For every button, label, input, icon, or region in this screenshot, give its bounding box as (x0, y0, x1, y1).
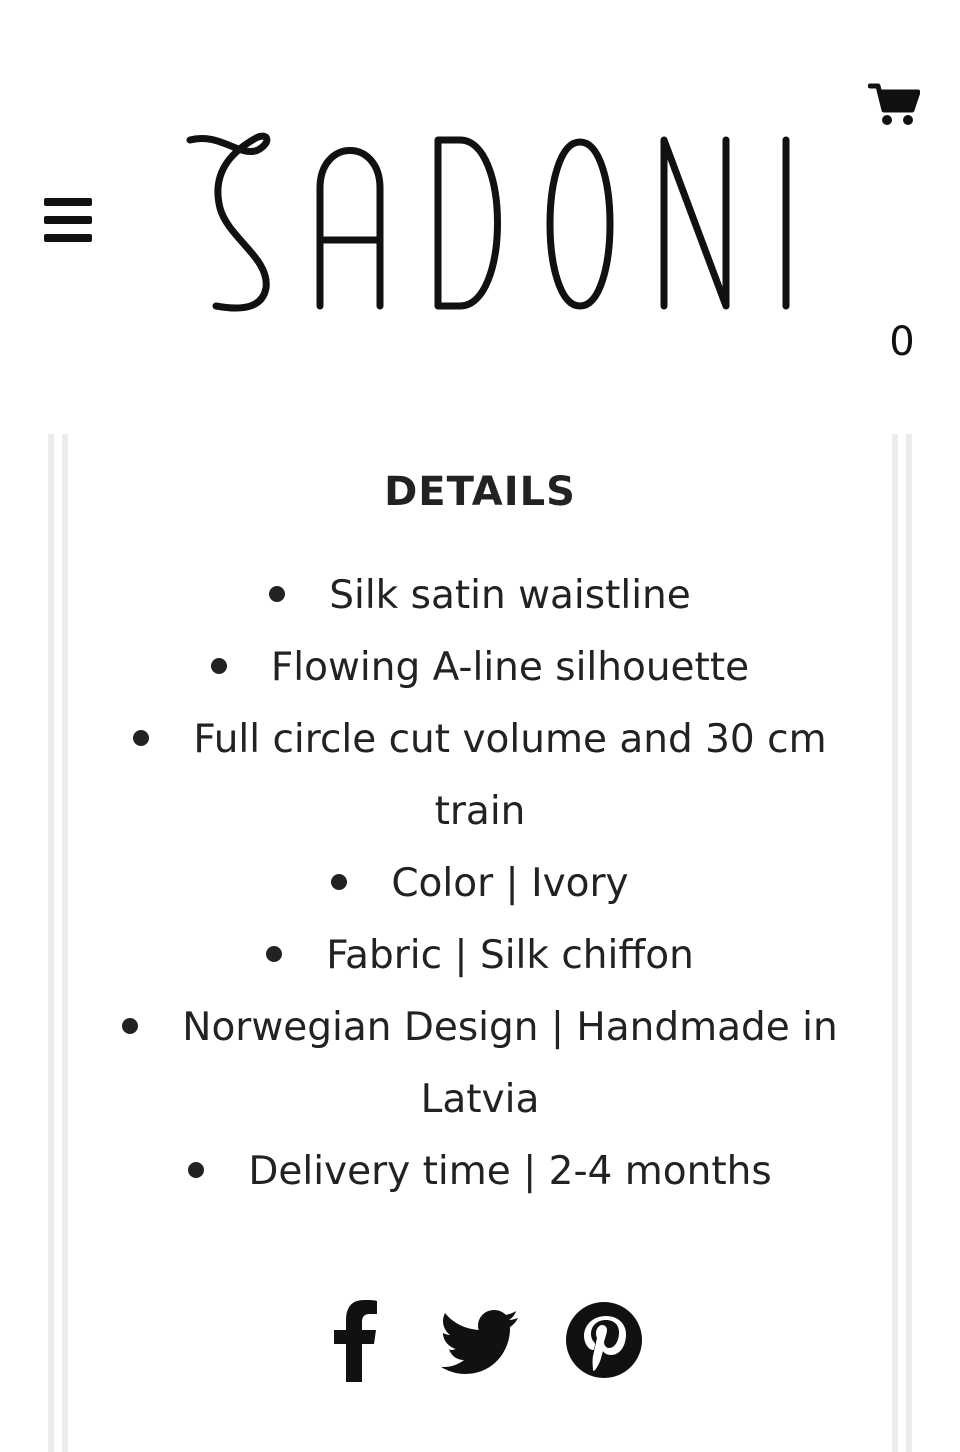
pinterest-icon (564, 1298, 644, 1382)
sadoni-logo-mark (180, 128, 800, 318)
bullet-icon (133, 730, 149, 746)
list-item (70, 632, 890, 704)
list-item-text: Delivery time | 2-4 months (248, 1149, 772, 1194)
twitter-icon (440, 1298, 520, 1382)
list-item-text: Silk satin waistline (329, 573, 691, 618)
details-list (70, 560, 890, 1208)
product-details (70, 460, 890, 1208)
bullet-icon (266, 946, 282, 962)
cart-button[interactable] (868, 80, 920, 126)
site-header (0, 0, 960, 420)
cart-count: 0 (889, 319, 915, 365)
pinterest-share-button[interactable] (564, 1298, 644, 1382)
facebook-share-button[interactable] (316, 1298, 396, 1382)
list-item-text: Color | Ivory (391, 861, 629, 906)
list-item (70, 920, 890, 992)
list-item (70, 992, 890, 1136)
bullet-icon (122, 1018, 138, 1034)
hamburger-menu-bar (44, 234, 92, 242)
list-item (70, 848, 890, 920)
twitter-share-button[interactable] (440, 1298, 520, 1382)
shopping-cart-icon (868, 80, 920, 126)
list-item (70, 560, 890, 632)
list-item (70, 1136, 890, 1208)
details-heading: DETAILS (384, 469, 576, 515)
hamburger-menu-icon (44, 198, 92, 206)
bullet-icon (269, 586, 285, 602)
list-item (70, 704, 890, 848)
list-item-text: Fabric | Silk chiffon (326, 933, 694, 978)
list-item-text: Flowing A-line silhouette (270, 645, 750, 690)
facebook-icon (316, 1298, 396, 1382)
bullet-icon (188, 1162, 204, 1178)
list-item-text: Full circle cut volume and 30 cm train (193, 717, 827, 834)
social-share-row (0, 1296, 960, 1384)
bullet-icon (211, 658, 227, 674)
list-item-text: Norwegian Design | Handmade in Latvia (182, 1005, 838, 1122)
bullet-icon (331, 874, 347, 890)
brand-logo[interactable] (180, 128, 800, 318)
hamburger-menu-bar (44, 216, 92, 224)
hamburger-menu-button[interactable] (44, 198, 92, 242)
